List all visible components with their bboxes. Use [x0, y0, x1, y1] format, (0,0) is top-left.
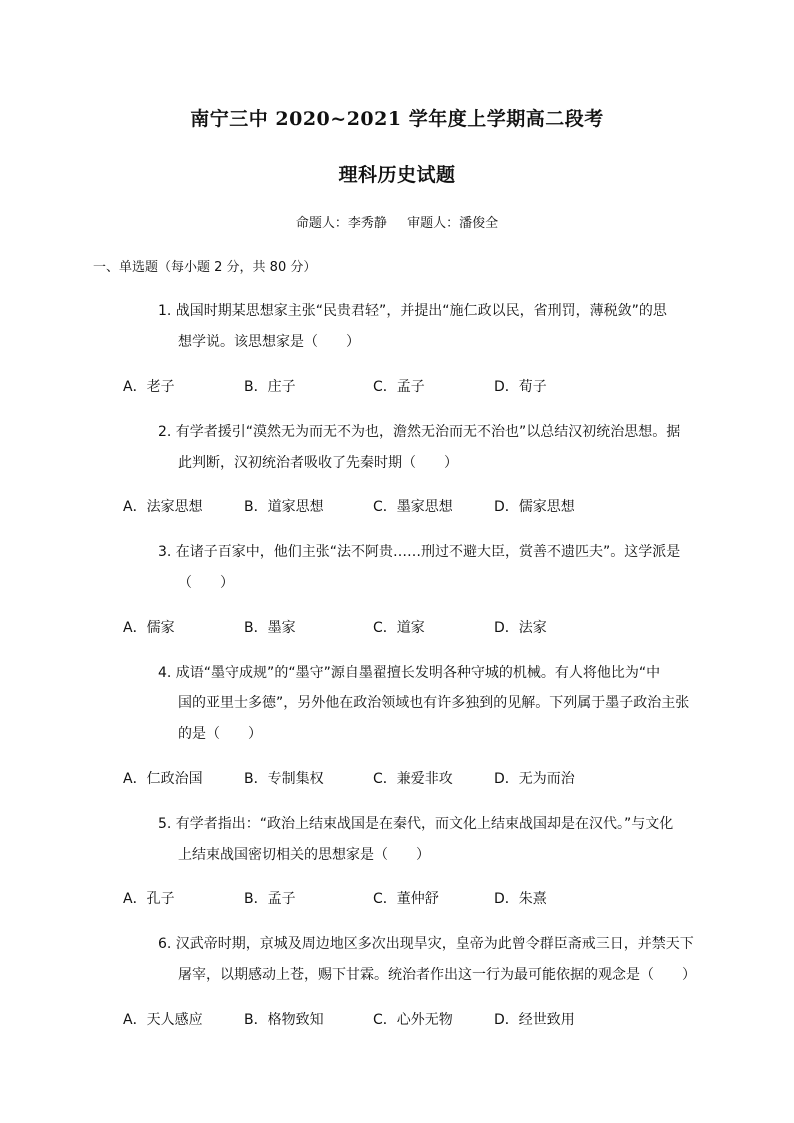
question-5-line-1: 5. 有学者指出：“政治上结束战国是在秦代，而文化上结束战国却是在汉代。”与文化 [158, 816, 674, 832]
question-6-option-b: B．格物致知 [244, 1012, 324, 1028]
question-1-line-1: 1. 战国时期某思想家主张“民贵君轻”，并提出“施仁政以民，省刑罚，薄税敛”的思 [158, 303, 667, 319]
question-6-option-c: C．心外无物 [373, 1012, 453, 1028]
question-6-option-d: D．经世致用 [494, 1012, 575, 1028]
question-4-line-2: 国的亚里士多德”，另外他在政治领域也有许多独到的见解。下列属于墨子政治主张 [178, 695, 690, 711]
question-2-option-c: C．墨家思想 [373, 499, 453, 515]
question-4-option-d: D．无为而治 [494, 771, 575, 787]
question-4-option-a: A．仁政治国 [123, 771, 203, 787]
authors-line [0, 212, 794, 231]
question-2-option-b: B．道家思想 [244, 499, 324, 515]
section-heading: 一、单选题（每小题 2 分，共 80 分） [93, 260, 317, 275]
question-2-line-1: 2. 有学者援引“漠然无为而无不为也，澹然无治而无不治也”以总结汉初统治思想。据 [158, 424, 681, 440]
question-2-option-d: D．儒家思想 [494, 499, 575, 515]
exam-title: 南宁三中 2020~2021 学年度上学期高二段考 [190, 108, 604, 130]
reviewer-label: 审题人：潘俊全 [407, 216, 499, 231]
question-4-line-3: 的是（ ） [178, 726, 262, 742]
question-4-option-c: C．兼爱非攻 [373, 771, 453, 787]
question-5-option-c: C．董仲舒 [373, 891, 439, 907]
question-3-option-b: B．墨家 [244, 620, 296, 636]
question-2-option-a: A．法家思想 [123, 499, 203, 515]
question-5-option-b: B．孟子 [244, 891, 296, 907]
question-1-option-a: A．老子 [123, 379, 175, 395]
question-4-line-1: 4. 成语“墨守成规”的“墨守”源自墨翟擅长发明各种守城的机械。有人将他比为“中 [158, 665, 661, 681]
exam-subtitle: 理科历史试题 [338, 164, 456, 186]
question-1-option-d: D．荀子 [494, 379, 547, 395]
question-6-line-1: 6. 汉武帝时期，京城及周边地区多次出现旱灾，皇帝为此曾令群臣斋戒三日，并禁天下 [158, 936, 694, 952]
question-3-line-2: （ ） [178, 575, 234, 591]
question-5-option-a: A．孔子 [123, 891, 175, 907]
question-5-line-2: 上结束战国密切相关的思想家是（ ） [178, 847, 430, 863]
question-3-option-a: A．儒家 [123, 620, 175, 636]
question-3-line-1: 3. 在诸子百家中，他们主张“法不阿贵……刑过不避大臣，赏善不遗匹夫”。这学派是 [158, 544, 681, 560]
question-3-option-d: D．法家 [494, 620, 547, 636]
question-5-option-d: D．朱熹 [494, 891, 547, 907]
question-3-option-c: C．道家 [373, 620, 425, 636]
setter-label: 命题人：李秀静 [295, 216, 387, 231]
question-4-option-b: B．专制集权 [244, 771, 324, 787]
question-6-line-2: 屠宰，以期感动上苍，赐下甘霖。统治者作出这一行为最可能依据的观念是（ ） [178, 967, 696, 983]
question-6-option-a: A．天人感应 [123, 1012, 203, 1028]
question-1-line-2: 想学说。该思想家是（ ） [178, 334, 360, 350]
question-1-option-b: B．庄子 [244, 379, 296, 395]
question-2-line-2: 此判断，汉初统治者吸收了先秦时期（ ） [178, 455, 458, 471]
question-1-option-c: C．孟子 [373, 379, 425, 395]
